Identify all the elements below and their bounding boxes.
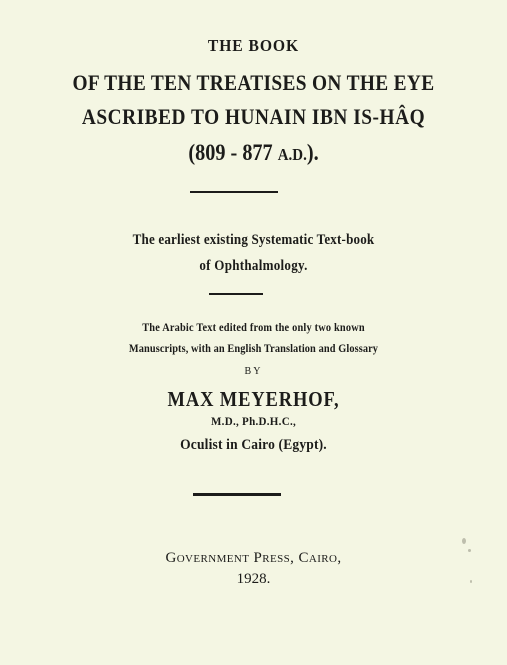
title-era: A.D. [277, 145, 307, 164]
subtitle-line-2: of Ophthalmology. [199, 258, 308, 274]
by-label: BY [244, 366, 263, 377]
paper-speck [462, 538, 466, 544]
author-role: Oculist in Cairo (Egypt). [180, 437, 327, 453]
edition-note-line-2: Manuscripts, with an English Translation and Glossary [128, 343, 379, 355]
divider-rule [193, 493, 281, 496]
publisher-imprint: Government Press, Cairo, [165, 550, 342, 566]
title-years: (809 - 877 [188, 140, 278, 165]
publication-year: 1928. [236, 571, 271, 587]
title-line-4-end: ). [306, 140, 319, 165]
edition-note-line-1: The Arabic Text edited from the only two known [142, 322, 365, 334]
title-line-1: THE BOOK [207, 36, 300, 55]
title-line-4 [30, 140, 476, 166]
subtitle-line-1: The earliest existing Systematic Text-book [132, 232, 375, 248]
divider-rule [190, 191, 278, 193]
divider-rule [209, 293, 263, 295]
title-line-2: OF THE TEN TREATISES ON THE EYE [72, 70, 435, 95]
paper-speck [470, 580, 472, 583]
paper-speck [468, 549, 471, 552]
author-credentials: M.D., Ph.D.H.C., [210, 414, 297, 428]
title-line-3: ASCRIBED TO HUNAIN IBN IS-HÂQ [81, 104, 426, 129]
author-name: MAX MEYERHOF, [167, 387, 340, 411]
